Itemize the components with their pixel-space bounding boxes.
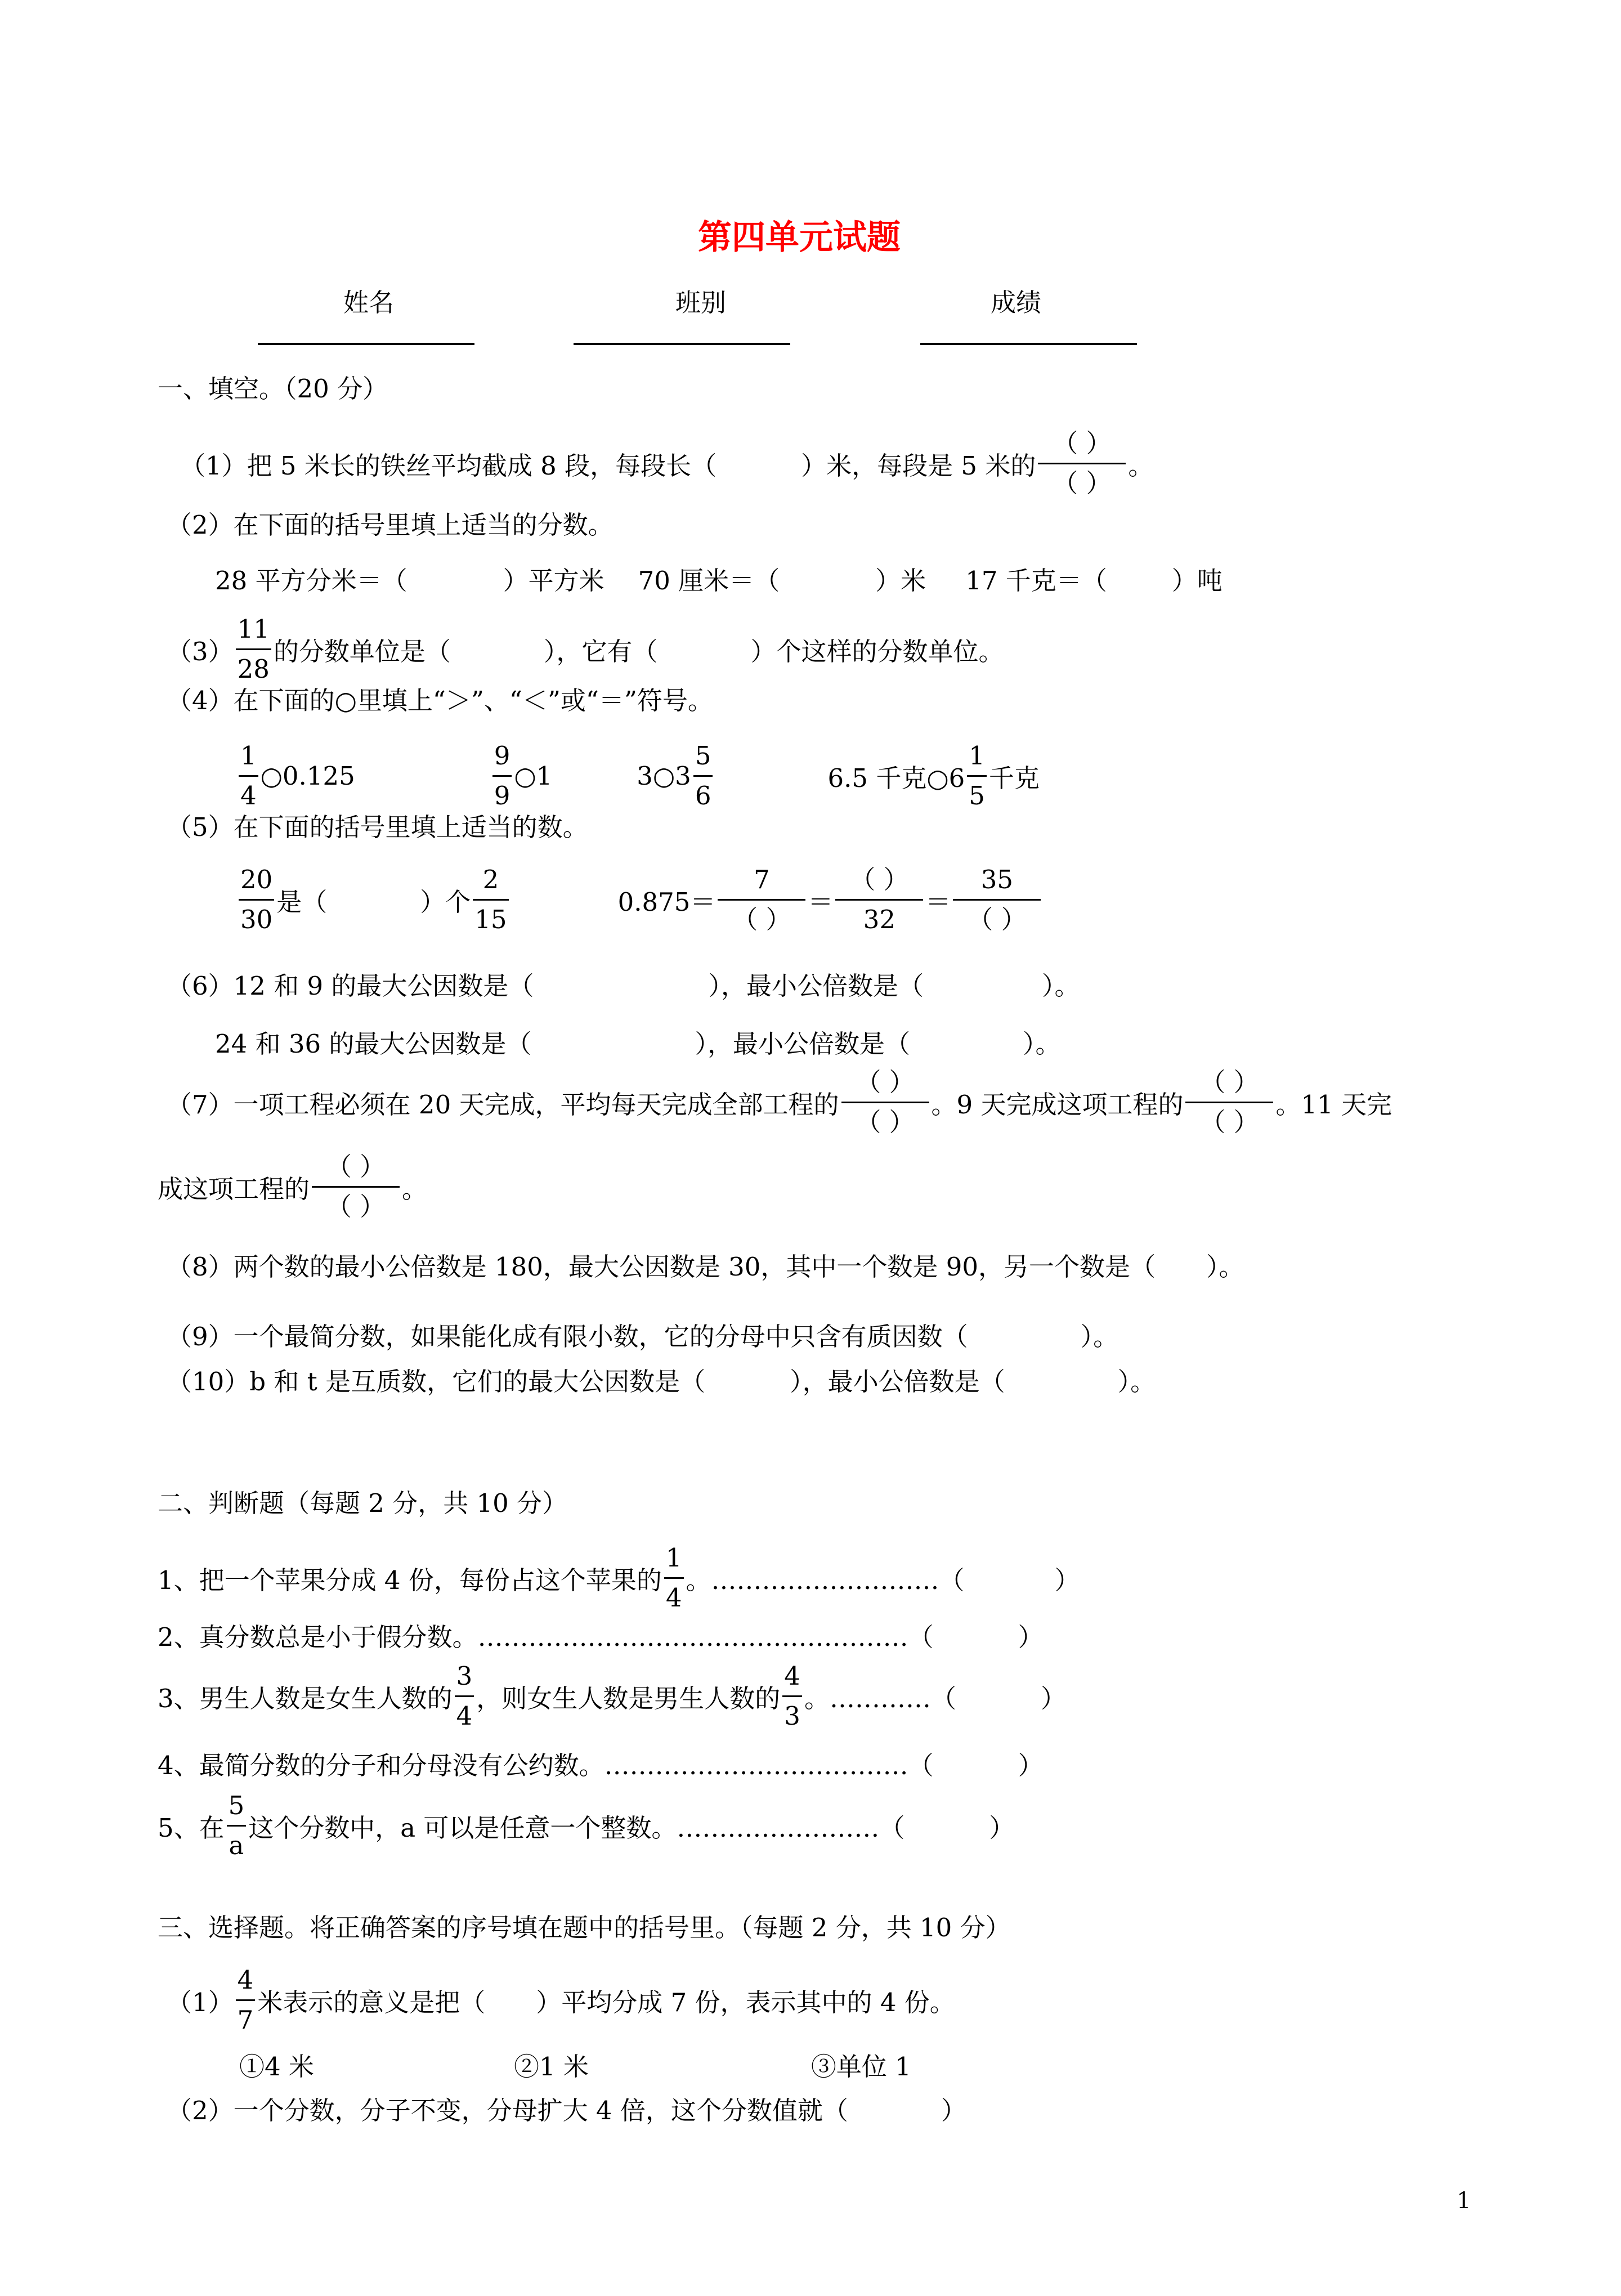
denominator: 28 xyxy=(237,654,270,684)
numerator: 20 xyxy=(239,864,274,901)
numerator: （ ） xyxy=(835,864,923,901)
numerator: 35 xyxy=(953,864,1041,901)
j4-a: 4、最简分数的分子和分母没有公约数。………………………………（ xyxy=(158,1751,934,1780)
fraction-blank xyxy=(841,1067,929,1139)
fraction-blank-32 xyxy=(835,864,923,936)
choice-1 xyxy=(167,1964,955,2037)
q3-a: （3） xyxy=(167,637,234,667)
section2-heading: 二、判断题（每题 2 分，共 10 分） xyxy=(158,1488,568,1518)
judge-5 xyxy=(158,1790,1014,1862)
fraction-4-3 xyxy=(782,1661,802,1733)
q10-c: ）。 xyxy=(1117,1367,1156,1397)
q5-eq: ＝ xyxy=(925,887,951,917)
fraction-1-4 xyxy=(239,740,258,812)
fraction-1-4 xyxy=(664,1542,684,1614)
class-underline xyxy=(574,343,790,345)
choice-2 xyxy=(167,2090,966,2127)
denominator: a xyxy=(229,1830,244,1861)
numerator: 5 xyxy=(227,1790,247,1827)
q9-b: ）。 xyxy=(1080,1322,1119,1351)
denominator: 4 xyxy=(665,1583,682,1613)
denominator: 3 xyxy=(784,1701,800,1731)
j3-a: 3、男生人数是女生人数的 xyxy=(158,1684,453,1714)
q7-e: 。 xyxy=(402,1174,428,1205)
question-2-items xyxy=(215,560,1223,597)
fraction-9-9 xyxy=(492,740,512,812)
q4-a: ○0.125 xyxy=(260,761,355,791)
judge-4 xyxy=(158,1745,1044,1782)
score-label: 成绩 xyxy=(991,288,1042,317)
numerator: 9 xyxy=(492,740,512,777)
denominator: 4 xyxy=(456,1701,473,1731)
j1-c: ） xyxy=(1054,1565,1080,1596)
class-label: 班别 xyxy=(675,288,727,317)
question-8: （8）两个数的最小公倍数是 180，最大公因数是 30，其中一个数是 90，另一个数是（ ）。 xyxy=(167,1252,1244,1282)
denominator: 7 xyxy=(237,2005,254,2035)
fraction-11-28 xyxy=(236,614,271,686)
numerator: 1 xyxy=(664,1542,684,1579)
numerator: 1 xyxy=(967,740,987,777)
page-title: 第四单元试题 xyxy=(698,218,901,257)
q7-a: （7）一项工程必须在 20 天完成，平均每天完成全部工程的 xyxy=(167,1090,839,1120)
q2-d: ）米 xyxy=(875,566,926,596)
fraction-35-blank xyxy=(953,864,1041,936)
option-3: ③单位 1 xyxy=(811,2052,911,2082)
denominator: 4 xyxy=(240,781,257,811)
q3-e: ）个这样的分数单位。 xyxy=(750,637,1004,667)
j1-b: 。………………………（ xyxy=(686,1565,965,1596)
fraction-5-a xyxy=(227,1790,247,1862)
judge-1 xyxy=(158,1542,1080,1614)
j3-c: 。…………（ xyxy=(804,1684,956,1714)
numerator: 2 xyxy=(473,864,508,901)
judge-2 xyxy=(158,1617,1044,1653)
c1-b: 米表示的意义是把（ ）平均分成 7 份，表示其中的 4 份。 xyxy=(257,1988,955,2018)
option-1: ①4 米 xyxy=(239,2052,314,2082)
question-4-items xyxy=(236,740,1040,812)
j4-b: ） xyxy=(1018,1751,1044,1780)
numerator: （ ） xyxy=(1038,428,1126,464)
denominator: （ ） xyxy=(326,1192,386,1222)
q2-a: 28 平方分米＝（ xyxy=(215,566,408,596)
denominator: 30 xyxy=(240,905,273,935)
fraction-blank xyxy=(312,1151,400,1223)
q7-c: 。11 天完 xyxy=(1275,1090,1392,1120)
j1-a: 1、把一个苹果分成 4 份，每份占这个苹果的 xyxy=(158,1565,662,1596)
question-2: （2）在下面的括号里填上适当的分数。 xyxy=(167,510,614,540)
q6-e: ），最小公倍数是（ xyxy=(695,1029,910,1059)
numerator: 4 xyxy=(236,1964,256,2001)
q4-b: ○1 xyxy=(514,761,553,791)
choice-1-options xyxy=(239,2046,911,2083)
fraction-1-5 xyxy=(967,740,987,812)
q5-a2: ）个 xyxy=(420,887,471,917)
denominator: （ ） xyxy=(1200,1107,1259,1138)
q2-b: ）平方米 xyxy=(503,566,604,596)
fraction-5-6 xyxy=(693,740,713,812)
denominator: 15 xyxy=(474,905,507,935)
question-7-second xyxy=(158,1151,427,1223)
c1-a: （1） xyxy=(167,1988,234,2018)
q9-a: （9）一个最简分数，如果能化成有限小数，它的分母中只含有质因数（ xyxy=(167,1322,968,1351)
q10-b: ），最小公倍数是（ xyxy=(790,1367,1005,1397)
question-10 xyxy=(167,1361,1156,1398)
q4-d: 6.5 千克○6 xyxy=(827,763,965,794)
denominator: （ ） xyxy=(1053,468,1112,499)
c2-a: （2）一个分数，分子不变，分母扩大 4 倍，这个分数值就（ xyxy=(167,2096,848,2125)
q5-eq: ＝ xyxy=(808,887,834,917)
c2-b: ） xyxy=(941,2096,966,2125)
q3-c: ），它有（ xyxy=(543,637,658,667)
numerator: 7 xyxy=(718,864,805,901)
numerator: 11 xyxy=(236,614,271,650)
numerator: 1 xyxy=(239,740,258,777)
denominator: （ ） xyxy=(732,905,791,935)
j3-e: ） xyxy=(1040,1684,1066,1714)
j5-b: 这个分数中，a 可以是任意一个整数。……………………（ xyxy=(248,1813,905,1843)
page-number: 1 xyxy=(1457,2188,1471,2214)
q1-text-a: （1）把 5 米长的铁丝平均截成 8 段，每段长（ xyxy=(180,451,717,481)
j5-a: 5、在 xyxy=(158,1813,225,1843)
numerator: （ ） xyxy=(841,1067,929,1103)
question-9 xyxy=(167,1316,1118,1353)
judge-3 xyxy=(158,1661,1066,1733)
q1-text-b: ）米，每段是 5 米的 xyxy=(801,451,1036,481)
q2-c: 70 厘米＝（ xyxy=(638,566,780,596)
fraction-20-30 xyxy=(239,864,274,936)
fraction-blank xyxy=(1185,1067,1273,1139)
option-2: ②1 米 xyxy=(513,2052,589,2082)
q3-b: 的分数单位是（ xyxy=(273,637,451,667)
j2-a: 2、真分数总是小于假分数。……………………………………………（ xyxy=(158,1622,934,1652)
denominator: （ ） xyxy=(968,905,1027,935)
denominator: 6 xyxy=(695,781,711,811)
name-label: 姓名 xyxy=(343,288,395,317)
fraction-2-15 xyxy=(473,864,508,936)
j2-b: ） xyxy=(1018,1622,1044,1652)
q5-a1: 是（ xyxy=(276,887,328,917)
fraction-blank xyxy=(1038,428,1126,500)
q6-c: ）。 xyxy=(1041,971,1080,1001)
q6-f: ）。 xyxy=(1022,1029,1061,1059)
q4-c: 3○3 xyxy=(637,761,691,791)
question-6 xyxy=(167,965,1080,1002)
q10-a: （10）b 和 t 是互质数，它们的最大公因数是（ xyxy=(167,1367,706,1397)
numerator: （ ） xyxy=(312,1151,400,1188)
q2-e: 17 千克＝（ xyxy=(965,566,1107,596)
q7-d: 成这项工程的 xyxy=(158,1174,310,1205)
fraction-7-blank xyxy=(718,864,805,936)
denominator: 32 xyxy=(863,905,896,935)
denominator: （ ） xyxy=(856,1107,915,1138)
numerator: （ ） xyxy=(1185,1067,1273,1103)
q5-b: 0.875＝ xyxy=(617,887,716,917)
q4-d-unit: 千克 xyxy=(988,763,1040,794)
q6-a: （6）12 和 9 的最大公因数是（ xyxy=(167,971,534,1001)
question-6-second xyxy=(215,1023,1060,1060)
numerator: 4 xyxy=(782,1661,802,1697)
section1-heading: 一、填空。（20 分） xyxy=(158,374,388,404)
q6-d: 24 和 36 的最大公因数是（ xyxy=(215,1029,532,1059)
q2-f: ）吨 xyxy=(1171,566,1223,596)
numerator: 3 xyxy=(455,1661,474,1697)
denominator: 9 xyxy=(494,781,511,811)
question-7 xyxy=(167,1067,1392,1139)
section3-heading: 三、选择题。将正确答案的序号填在题中的括号里。（每题 2 分，共 10 分） xyxy=(158,1913,1011,1943)
question-3 xyxy=(167,614,1004,686)
q6-b: ），最小公倍数是（ xyxy=(708,971,924,1001)
question-1 xyxy=(180,428,1153,500)
question-4: （4）在下面的○里填上“＞”、“＜”或“＝”符号。 xyxy=(167,686,713,715)
name-underline xyxy=(258,343,474,345)
q1-text-c: 。 xyxy=(1128,451,1154,481)
question-5: （5）在下面的括号里填上适当的数。 xyxy=(167,812,588,842)
j5-c: ） xyxy=(989,1813,1015,1843)
question-5-items xyxy=(236,864,1043,936)
q7-b: 。9 天完成这项工程的 xyxy=(931,1090,1184,1120)
fraction-3-4 xyxy=(455,1661,474,1733)
score-underline xyxy=(920,343,1137,345)
fraction-4-7 xyxy=(236,1964,256,2037)
denominator: 5 xyxy=(969,781,985,811)
j3-b: ，则女生人数是男生人数的 xyxy=(476,1684,781,1714)
numerator: 5 xyxy=(693,740,713,777)
